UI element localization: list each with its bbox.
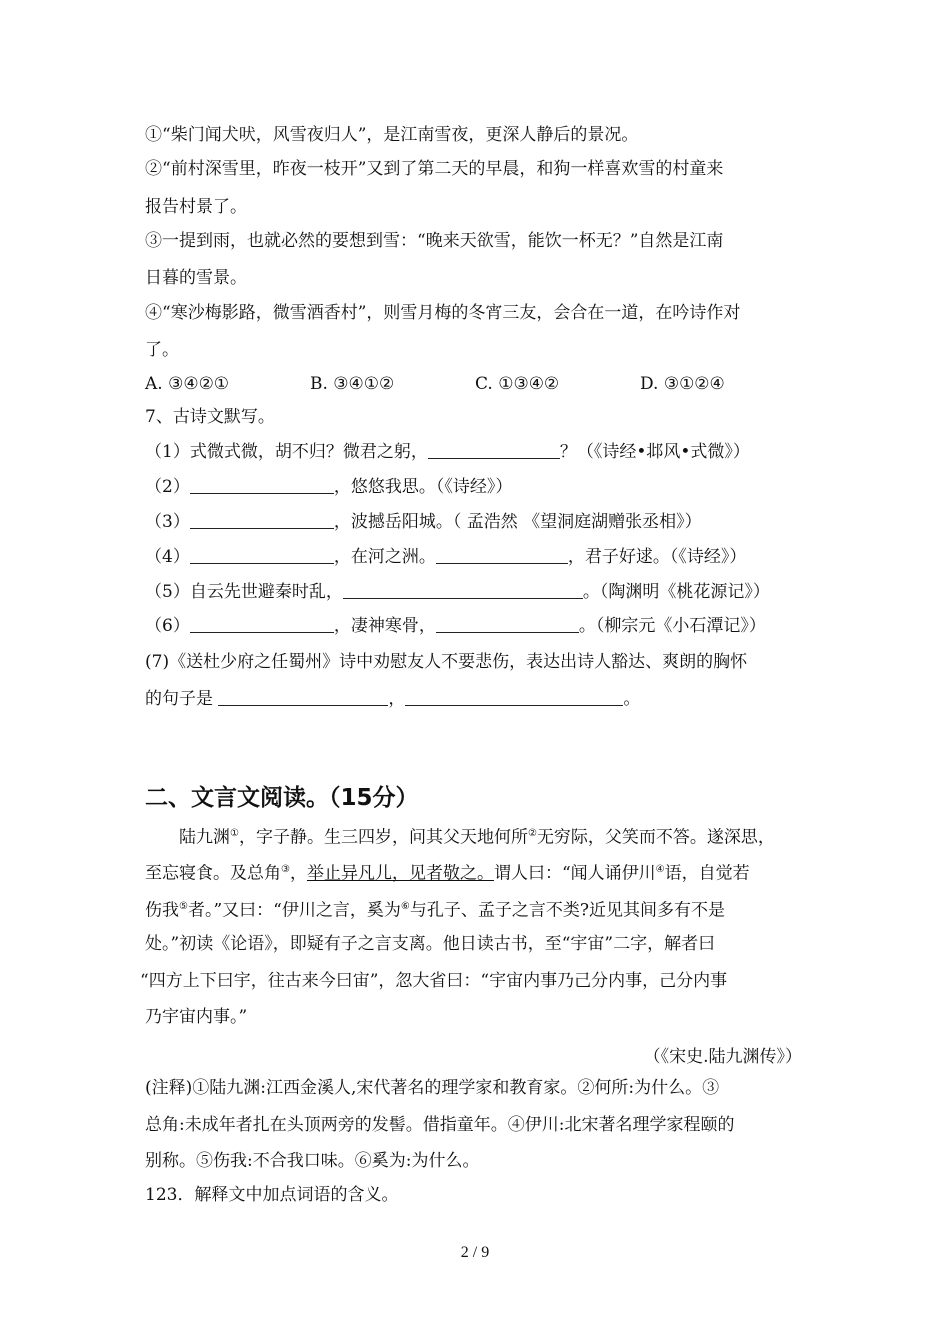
passage-line-2 <box>145 859 750 885</box>
q7-item-4-text: ，在河之洲。 <box>333 547 436 567</box>
blank-2[interactable] <box>190 477 334 494</box>
q6-statement-3a: ③一提到雨，也就必然的要想到雪：“晚来天欲雪，能饮一杯无？”自然是江南 <box>145 231 724 251</box>
notes-line-2: 总角:未成年者扎在头顶两旁的发髻。借指童年。④伊川:北宋著名理学家程颐的 <box>145 1115 735 1135</box>
q7-item-7b <box>145 688 640 710</box>
q7-item-7-end: 。 <box>623 689 641 709</box>
question-123: 123．解释文中加点词语的含义。 <box>145 1185 399 1205</box>
passage-line-6: 乃宇宙内事。” <box>145 1007 248 1027</box>
option-c[interactable]: C. ①③④② <box>475 374 560 394</box>
blank-3[interactable] <box>190 512 334 529</box>
passage-line-4: 处。”初读《论语》，即疑有子之言支离。他日读古书，至“宇宙”二字，解者曰 <box>145 934 716 954</box>
passage-text: 语，自觉若 <box>664 863 750 884</box>
q7-item-5-source: 。（陶渊明《桃花源记》） <box>582 582 770 602</box>
blank-5[interactable] <box>343 582 583 599</box>
passage-text: 无穷际，父笑而不答。遂深思， <box>536 827 775 848</box>
q7-item-4-num: （4） <box>145 547 190 567</box>
blank-7b[interactable] <box>405 689 623 706</box>
blank-4b[interactable] <box>436 547 568 564</box>
q7-item-1-source: ？（《诗经•邶风•式微》） <box>559 442 750 462</box>
passage-text: 谓人曰：“闻人诵伊川 <box>493 863 656 884</box>
passage-text: 者。”又曰：“伊川之言，奚为 <box>187 900 401 921</box>
q7-item-6 <box>145 615 766 637</box>
passage-text: 至忘寝食。及总角 <box>145 863 281 884</box>
q7-item-2-num: （2） <box>145 477 190 497</box>
q6-statement-3b: 日暮的雪景。 <box>145 268 247 288</box>
section-heading: 二、文言文阅读。（15分） <box>145 785 419 811</box>
passage-line-3 <box>145 896 725 922</box>
q7-item-3-num: （3） <box>145 512 190 532</box>
note-ref-4: ④ <box>655 864 665 875</box>
passage-text: 伤我 <box>145 900 179 921</box>
option-d[interactable]: D. ③①②④ <box>640 374 725 394</box>
q6-statement-1: ①“柴门闻犬吠，风雪夜归人”，是江南雪夜，更深人静后的景况。 <box>145 125 639 145</box>
q7-item-2 <box>145 476 512 498</box>
q7-item-3-text: ，波撼岳阳城。（ 孟浩然 《望洞庭湖赠张丞相》） <box>333 512 702 532</box>
q7-item-5 <box>145 581 770 603</box>
passage-line-5: “四方上下曰宇，往古来今曰宙”，忽大省曰：“宇宙内事乃己分内事，己分内事 <box>140 971 728 991</box>
q7-item-1-text: （1）式微式微，胡不归？微君之躬， <box>145 442 428 462</box>
q7-item-7-text: 的句子是 <box>145 689 219 709</box>
passage-source: （《宋史.陆九渊传》） <box>643 1047 802 1067</box>
note-ref-1: ① <box>230 828 239 839</box>
passage-text: ，字子静。生三四岁，问其父天地何所 <box>238 827 528 848</box>
q7-item-4-source: ，君子好逑。（《诗经》） <box>567 547 747 567</box>
blank-1[interactable] <box>428 442 560 459</box>
passage-text: 陆九渊 <box>179 827 230 848</box>
blank-6b[interactable] <box>436 616 579 633</box>
q6-statement-2b: 报告村景了。 <box>145 197 247 217</box>
q6-options <box>145 373 805 395</box>
notes-line-1: (注释)①陆九渊:江西金溪人,宋代著名的理学家和教育家。②何所:为什么。③ <box>145 1078 720 1098</box>
q7-item-5-text: （5）自云先世避秦时乱， <box>145 582 343 602</box>
page-number: 2 / 9 <box>460 1244 490 1261</box>
q6-statement-4a: ④“寒沙梅影路，微雪酒香村”，则雪月梅的冬宵三友，会合在一道，在吟诗作对 <box>145 303 741 323</box>
passage-text: ， <box>289 863 307 884</box>
note-ref-3: ③ <box>281 864 290 875</box>
q7-item-6-source: 。（柳宗元《小石潭记》） <box>578 616 766 636</box>
option-b[interactable]: B. ③④①② <box>310 374 395 394</box>
q6-statement-4b: 了。 <box>145 340 179 360</box>
blank-6a[interactable] <box>190 616 334 633</box>
q7-item-7a: (7)《送杜少府之任蜀州》诗中劝慰友人不要悲伤，表达出诗人豁达、爽朗的胸怀 <box>145 652 748 672</box>
q7-item-6-num: （6） <box>145 616 190 636</box>
option-a[interactable]: A. ③④②① <box>145 374 230 394</box>
q7-item-7-comma: ， <box>388 689 406 709</box>
blank-4a[interactable] <box>190 547 334 564</box>
notes-line-3: 别称。⑤伤我:不合我口味。⑥奚为:为什么。 <box>145 1151 480 1171</box>
q7-item-6-text: ，凄神寒骨， <box>333 616 436 636</box>
underlined-sentence: 举止异凡儿，见者敬之。 <box>306 863 494 884</box>
q7-title: 7、古诗文默写。 <box>145 407 275 427</box>
q7-item-3 <box>145 511 702 533</box>
passage-text: 与孔子、孟子之言不类?近见其间多有不是 <box>409 900 725 921</box>
q7-item-4 <box>145 546 746 568</box>
note-ref-2: ② <box>527 828 537 839</box>
note-ref-5: ⑤ <box>179 901 188 912</box>
blank-7a[interactable] <box>218 689 388 706</box>
q6-statement-2a: ②“前村深雪里，昨夜一枝开”又到了第二天的早晨，和狗一样喜欢雪的村童来 <box>145 159 724 179</box>
q7-item-2-text: ，悠悠我思。（《诗经》） <box>333 477 513 497</box>
note-ref-6: ⑥ <box>400 901 410 912</box>
q7-item-1 <box>145 441 750 463</box>
passage-line-1 <box>179 823 775 849</box>
